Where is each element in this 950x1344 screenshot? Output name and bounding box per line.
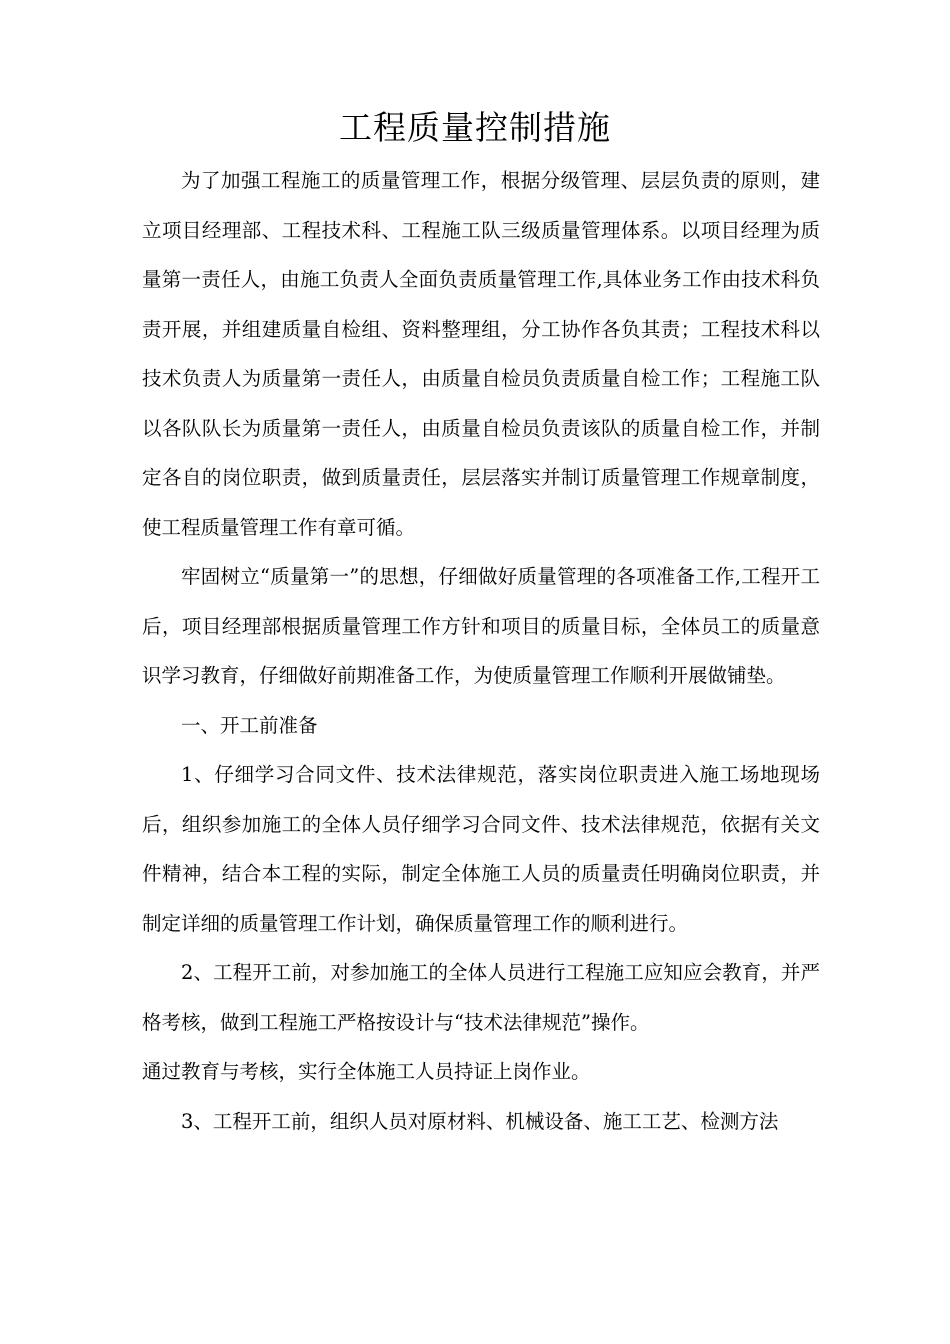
- paragraph-item-2: 2、工程开工前，对参加施工的全体人员进行工程施工应知应会教育，并严格考核，做到工程施工严格按设计与“技术法律规范”操作。: [142, 961, 820, 1034]
- paragraph-quality-first: 牢固树立“质量第一”的思想，仔细做好质量管理的各项准备工作,工程开工后，项目经理部根据质量管理工作方针和项目的质量目标，全体员工的质量意识学习教育，仔细做好前期准备工作，为使质量管理工作顺利开展做铺垫。: [142, 565, 820, 687]
- paragraph-item-1: 1、仔细学习合同文件、技术法律规范，落实岗位职责进入施工场地现场后，组织参加施工的全体人员仔细学习合同文件、技术法律规范，依据有关文件精神，结合本工程的实际，制定全体施工人员的质量责任明确岗位职责，并制定详细的质量管理工作计划，确保质量管理工作的顺利进行。: [142, 763, 820, 935]
- section-heading-preparation: 一、开工前准备: [181, 713, 318, 737]
- paragraph-item-3: 3、工程开工前，组织人员对原材料、机械设备、施工工艺、检测方法: [181, 1109, 779, 1133]
- document-title: 工程质量控制措施: [339, 108, 611, 147]
- document-body: [142, 156, 820, 1146]
- paragraph-item-2-continued: 通过教育与考核，实行全体施工人员持证上岗作业。: [142, 1060, 591, 1083]
- paragraph-quality-system: 为了加强工程施工的质量管理工作，根据分级管理、层层负责的原则，建立项目经理部、工程技术科、工程施工队三级质量管理体系。以项目经理为质量第一责任人，由施工负责人全面负责质量管理工作,具体业务工作由技术科负责开展，并组建质量自检组、资料整理组，分工协作各负其责；工程技术科以技术负责人为质量第一责任人，由质量自检员负责质量自检工作；工程施工队以各队队长为质量第一责任人，由质量自检员负责该队的质量自检工作，并制定各自的岗位职责，做到质量责任，层层落实并制订质量管理工作规章制度，使工程质量管理工作有章可循。: [142, 169, 820, 539]
